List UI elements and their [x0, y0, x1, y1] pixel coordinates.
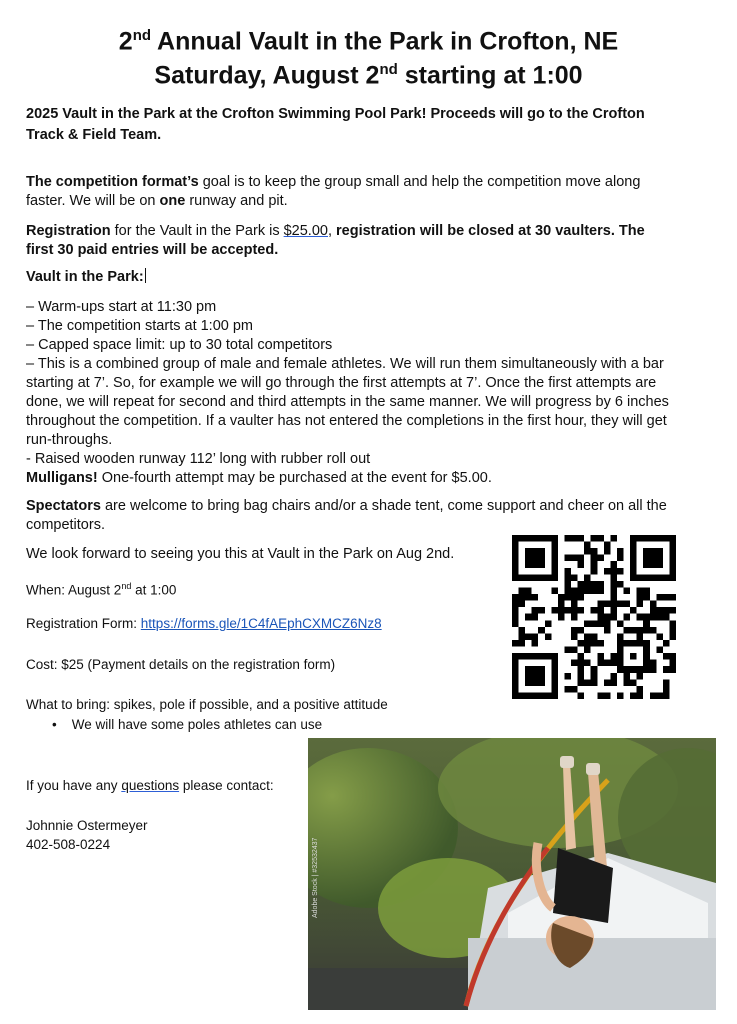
list-item: - Raised wooden runway 112’ long with rubber roll out	[26, 451, 371, 467]
when-text: When: August 2nd at 1:00	[26, 581, 177, 598]
spectators-paragraph: Spectators are welcome to bring bag chairs and/or a shade tent, come support and cheer on all the competitors.	[26, 498, 667, 533]
page-subtitle: Saturday, August 2nd starting at 1:00	[154, 61, 583, 90]
contact-name: Johnnie Ostermeyer	[26, 818, 148, 833]
list-item: – Capped space limit: up to 30 total competitors	[26, 337, 333, 353]
registration-paragraph: Registration for the Vault in the Park is $25.00, registration will be closed at 30 vaulters. The first 30 paid entries will be accepted.	[26, 223, 645, 258]
vault-heading: Vault in the Park:	[26, 269, 144, 285]
mulligans-line: Mulligans! One-fourth attempt may be purchased at the event for $5.00.	[26, 470, 492, 486]
format-paragraph: The competition format’s goal is to keep the group small and help the competition move along faster. We will be on one runway and pit.	[26, 174, 641, 209]
photo-watermark: Adobe Stock | #32532437	[312, 837, 319, 918]
intro-paragraph: 2025 Vault in the Park at the Crofton Swimming Pool Park! Proceeds will go to the Crofton Track & Field Team.	[26, 106, 645, 143]
contact-line: If you have any questions please contact:	[26, 778, 274, 793]
what-to-bring-text: What to bring: spikes, pole if possible, and a positive attitude	[26, 697, 388, 712]
contact-phone: 402-508-0224	[26, 837, 111, 852]
list-item: – This is a combined group of male and female athletes. We will run them simultaneously with a bar starting at 7’. So, for example we will go through the first attempts at 7’. Once the first attempts are done, we will repeat for second and third attempts in the same manner. We will progress by 6 inches throughout the competition. If a vaulter has not entered the completions in the first hour, they will get run-throughs.	[26, 356, 669, 448]
look-forward-text: We look forward to seeing you this at Vault in the Park on Aug 2nd.	[26, 546, 455, 562]
page-title: 2nd Annual Vault in the Park in Crofton, NE	[118, 27, 619, 56]
pole-vaulter-photo	[308, 738, 716, 1010]
list-item: – Warm-ups start at 11:30 pm	[26, 299, 217, 315]
registration-form-line: Registration Form: https://forms.gle/1C4fAEphCXMCZ6Nz8	[26, 616, 382, 631]
schedule-list	[26, 298, 676, 488]
registration-form-link[interactable]: https://forms.gle/1C4fAEphCXMCZ6Nz8	[140, 616, 382, 631]
bullet-icon: •	[52, 717, 57, 732]
list-item: – The competition starts at 1:00 pm	[26, 318, 254, 334]
text-cursor	[145, 268, 146, 283]
qr-code[interactable]	[512, 535, 676, 699]
price-text: $25.00,	[283, 223, 332, 239]
cost-text: Cost: $25 (Payment details on the registration form)	[26, 657, 336, 672]
bring-bullet-item: • We will have some poles athletes can use	[52, 717, 323, 732]
